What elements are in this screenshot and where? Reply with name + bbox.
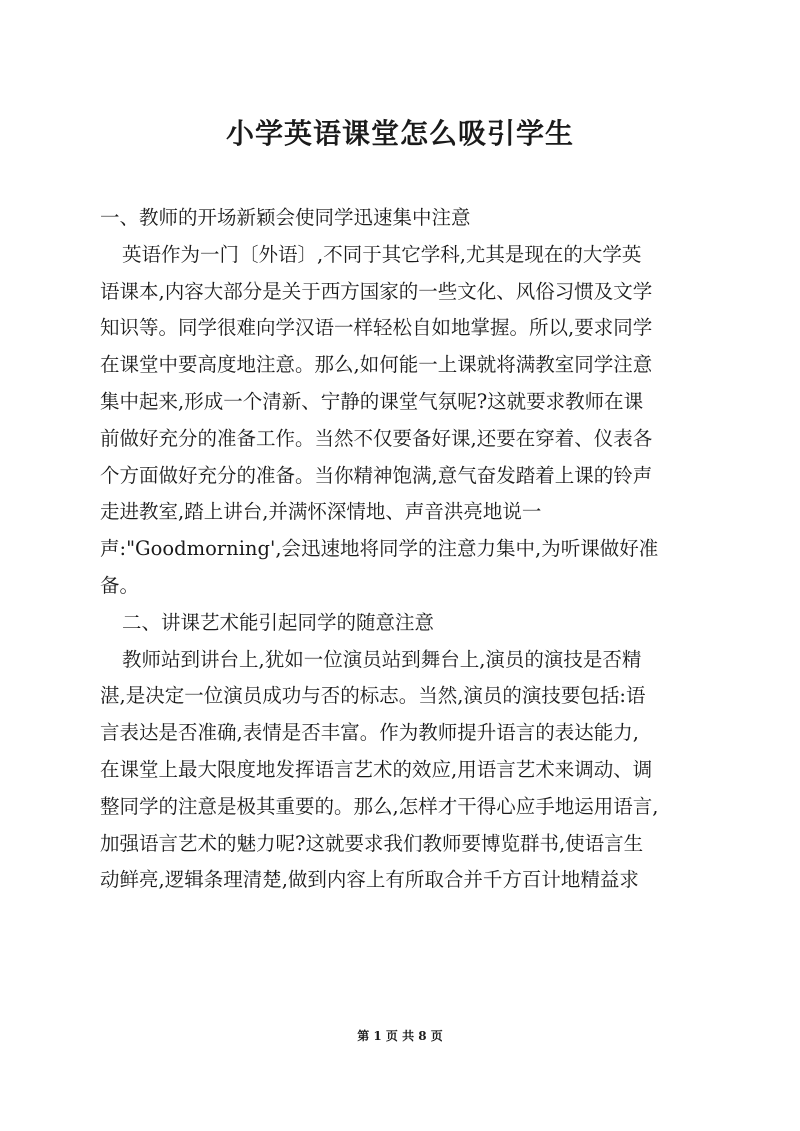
paragraph-line: 言表达是否准确,表情是否丰富。作为教师提升语言的表达能力, [100,721,639,745]
section-heading-1: 一、教师的开场新颖会使同学迅速集中注意 [100,206,471,229]
section-heading-2: 二、讲课艺术能引起同学的随意注意 [122,610,435,634]
paragraph-line: 走进教室,踏上讲台,并满怀深情地、声音洪亮地说一 [100,500,542,524]
paragraph-line: 英语作为一门〔外语〕,不同于其它学科,尤其是现在的大学英 [122,242,642,266]
paragraph-line: 语课本,内容大部分是关于西方国家的一些文化、风俗习惯及文学 [100,279,653,303]
page-footer: 第 1 页 共 8 页 [357,1029,443,1043]
paragraph-line: 加强语言艺术的魅力呢?这就要求我们教师要博览群书,使语言生 [100,831,644,855]
paragraph-line: 动鲜亮,逻辑条理清楚,做到内容上有所取合并千方百计地精益求 [100,868,639,892]
paragraph-line: 声:"Goodmorning',会迅速地将同学的注意力集中,为听课做好准 [100,537,659,561]
paragraph-line: 个方面做好充分的准备。当你精神饱满,意气奋发踏着上课的铃声 [100,463,653,487]
document-body [100,200,705,899]
paragraph-line: 在课堂上最大限度地发挥语言艺术的效应,用语言艺术来调动、调 [100,757,653,781]
paragraph-line: 备。 [100,573,140,597]
paragraph-line: 知识等。同学很难向学汉语一样轻松自如地掌握。所以,要求同学 [100,316,653,340]
paragraph-line: 教师站到讲台上,犹如一位演员站到舞台上,演员的演技是否精 [122,647,642,671]
paragraph-line: 整同学的注意是极其重要的。那么,怎样才干得心应手地运用语言, [100,794,659,818]
page-title: 小学英语课堂怎么吸引学生 [225,117,574,150]
paragraph-line: 前做好充分的准备工作。当然不仅要备好课,还要在穿着、仪表各 [100,426,653,450]
paragraph-line: 在课堂中要高度地注意。那么,如何能一上课就将满教室同学注意 [100,353,653,377]
paragraph-line: 湛,是决定一位演员成功与否的标志。当然,演员的演技要包括:语 [100,684,646,708]
paragraph-line: 集中起来,形成一个清新、宁静的课堂气氛呢?这就要求教师在课 [100,389,644,413]
